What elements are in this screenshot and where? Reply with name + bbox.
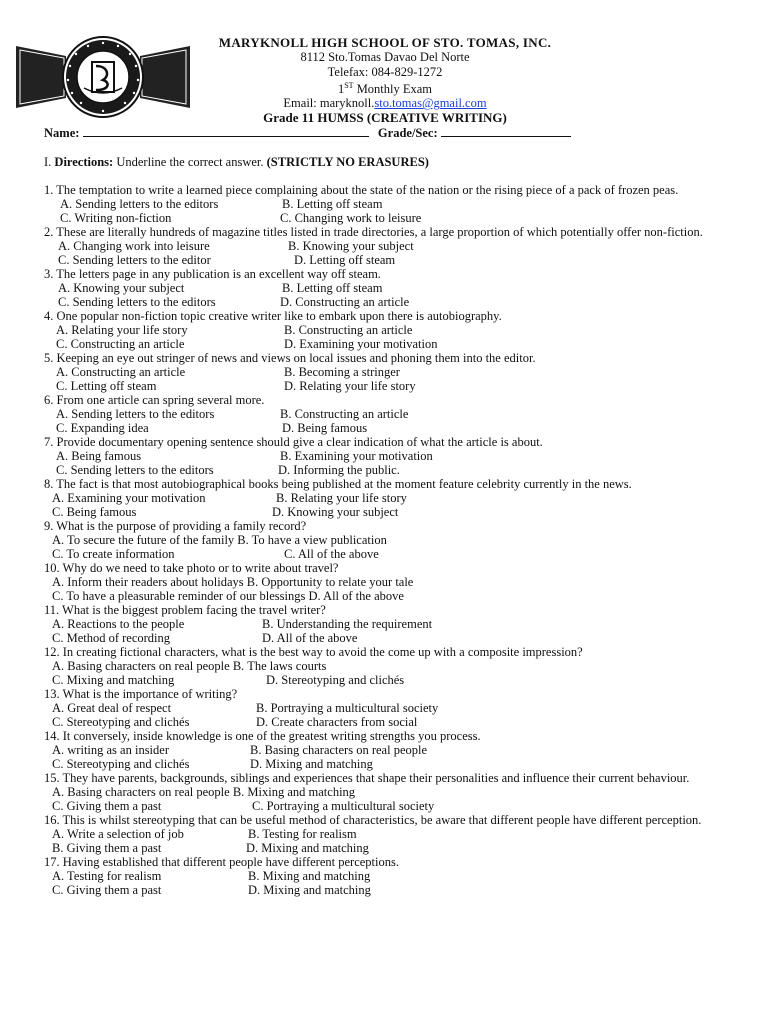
- question-list: [44, 183, 720, 897]
- question-item: [44, 687, 720, 729]
- answer-option[interactable]: C. Being famous: [52, 505, 137, 519]
- answer-option[interactable]: A. Reactions to the people: [52, 617, 185, 631]
- option-row: [44, 841, 720, 855]
- question-stem: 8. The fact is that most autobiographical books being published at the moment feature celebrity currently in the news.: [44, 477, 632, 491]
- question-item: [44, 729, 720, 771]
- answer-option[interactable]: A. writing as an insider: [52, 743, 169, 757]
- exam-title-text: Monthly Exam: [353, 82, 433, 97]
- question-stem: 1. The temptation to write a learned piece complaining about the state of the nation or the rising piece of a pack of frozen peas.: [44, 183, 679, 197]
- question-stem: 10. Why do we need to take photo or to write about travel?: [44, 561, 339, 575]
- answer-option[interactable]: D. Letting off steam: [294, 253, 396, 267]
- answer-option[interactable]: C. Mixing and matching: [52, 673, 175, 687]
- exam-number-suffix: ST: [344, 80, 354, 90]
- answer-option[interactable]: C. Writing non-fiction: [60, 211, 172, 225]
- question-stem: 14. It conversely, inside knowledge is one of the greatest writing strengths you process.: [44, 729, 481, 743]
- directions-label: Directions:: [54, 155, 114, 169]
- answer-option[interactable]: B. Becoming a stringer: [284, 365, 400, 379]
- answer-option[interactable]: B. Knowing your subject: [288, 239, 414, 253]
- answer-option[interactable]: D. Create characters from social: [256, 715, 418, 729]
- answer-option[interactable]: A. Knowing your subject: [58, 281, 185, 295]
- question-item: [44, 183, 720, 225]
- answer-option[interactable]: B. Letting off steam: [282, 197, 383, 211]
- question-item: [44, 393, 720, 435]
- answer-option[interactable]: A. Basing characters on real people B. Mixing and matching: [52, 785, 356, 799]
- email-link[interactable]: sto.tomas@gmail.com: [374, 96, 487, 111]
- question-item: [44, 225, 720, 267]
- name-blank[interactable]: [83, 126, 369, 137]
- answer-option[interactable]: C. To have a pleasurable reminder of our blessings D. All of the above: [52, 589, 404, 603]
- answer-option[interactable]: A. Testing for realism: [52, 869, 162, 883]
- answer-option[interactable]: C. Method of recording: [52, 631, 171, 645]
- answer-option[interactable]: C. Sending letters to the editors: [56, 463, 214, 477]
- option-row: [44, 715, 720, 729]
- question-stem: 15. They have parents, backgrounds, siblings and experiences that shape their personalities and influence their current behaviour.: [44, 771, 690, 785]
- answer-option[interactable]: D. Being famous: [282, 421, 368, 435]
- question-item: [44, 267, 720, 309]
- answer-option[interactable]: A. Inform their readers about holidays B. Opportunity to relate your tale: [52, 575, 414, 589]
- answer-option[interactable]: A. Relating your life story: [56, 323, 188, 337]
- question-item: [44, 519, 720, 561]
- question-stem: 13. What is the importance of writing?: [44, 687, 238, 701]
- email-prefix: Email: maryknoll.: [283, 96, 375, 111]
- question-item: [44, 645, 720, 687]
- question-item: [44, 435, 720, 477]
- answer-option[interactable]: C. Constructing an article: [56, 337, 185, 351]
- school-address: 8112 Sto.Tomas Davao Del Norte: [300, 50, 470, 65]
- answer-option[interactable]: C. Sending letters to the editors: [58, 295, 216, 309]
- question-stem: 12. In creating fictional characters, what is the best way to avoid the come up with a composite impression?: [44, 645, 583, 659]
- answer-option[interactable]: C. Giving them a past: [52, 883, 162, 897]
- answer-option[interactable]: D. Constructing an article: [280, 295, 410, 309]
- question-stem: 5. Keeping an eye out stringer of news and views on local issues and phoning them into the editor.: [44, 351, 536, 365]
- answer-option[interactable]: D. Stereotyping and clichés: [266, 673, 405, 687]
- option-row: [44, 701, 720, 715]
- answer-option[interactable]: D. All of the above: [262, 631, 358, 645]
- answer-option[interactable]: A. Changing work into leisure: [58, 239, 210, 253]
- option-row: [44, 757, 720, 771]
- question-item: [44, 561, 720, 603]
- answer-option[interactable]: D. Informing the public.: [278, 463, 400, 477]
- option-row: [44, 253, 720, 267]
- grade-sec-blank[interactable]: [441, 126, 571, 137]
- answer-option[interactable]: C. Giving them a past: [52, 799, 162, 813]
- answer-option[interactable]: D. Mixing and matching: [248, 883, 371, 897]
- school-seal-logo: [14, 36, 192, 118]
- option-row: [44, 463, 720, 477]
- name-grade-line: Name: Grade/Sec:: [44, 126, 571, 141]
- answer-option[interactable]: B. Giving them a past: [52, 841, 162, 855]
- answer-option[interactable]: B. Basing characters on real people: [250, 743, 428, 757]
- grade-sec-label: Grade/Sec:: [377, 126, 438, 140]
- option-row: [44, 295, 720, 309]
- answer-option[interactable]: C. Stereotyping and clichés: [52, 715, 190, 729]
- school-email: [190, 96, 580, 110]
- answer-option[interactable]: D. Knowing your subject: [272, 505, 399, 519]
- question-item: [44, 309, 720, 351]
- question-stem: 16. This is whilst stereotyping that can be useful method of characteristics, be aware that different people have different perception.: [44, 813, 702, 827]
- answer-option[interactable]: B. Constructing an article: [284, 323, 413, 337]
- option-row: [44, 673, 720, 687]
- option-row: [44, 659, 720, 673]
- answer-option[interactable]: C. Letting off steam: [56, 379, 157, 393]
- answer-option[interactable]: B. Mixing and matching: [248, 869, 371, 883]
- option-row: [44, 533, 720, 547]
- option-row: [44, 617, 720, 631]
- question-stem: 9. What is the purpose of providing a family record?: [44, 519, 307, 533]
- option-row: [44, 589, 720, 603]
- question-stem: 4. One popular non-fiction topic creative writer like to embark upon there is autobiography.: [44, 309, 502, 323]
- answer-option[interactable]: B. Portraying a multicultural society: [256, 701, 439, 715]
- answer-option[interactable]: B. Constructing an article: [280, 407, 409, 421]
- answer-option[interactable]: B. Letting off steam: [282, 281, 383, 295]
- option-row: [44, 547, 720, 561]
- answer-option[interactable]: C. Portraying a multicultural society: [252, 799, 435, 813]
- exam-title: [190, 79, 580, 96]
- question-item: [44, 477, 720, 519]
- question-stem: 2. These are literally hundreds of magazine titles listed in trade directories, a large proportion of which potentially offer non-fiction.: [44, 225, 703, 239]
- answer-option[interactable]: C. To create information: [52, 547, 175, 561]
- name-label: Name: [44, 126, 76, 140]
- option-row: [44, 365, 720, 379]
- question-item: [44, 855, 720, 897]
- answer-option[interactable]: C. Changing work to leisure: [280, 211, 422, 225]
- option-row: [44, 575, 720, 589]
- answer-option[interactable]: A. Sending letters to the editors: [56, 407, 215, 421]
- directions-number: I.: [44, 155, 52, 169]
- answer-option[interactable]: A. Sending letters to the editors: [60, 197, 219, 211]
- answer-option[interactable]: C. Sending letters to the editor: [58, 253, 211, 267]
- answer-option[interactable]: C. Expanding idea: [56, 421, 149, 435]
- exam-number: 1: [337, 82, 345, 97]
- option-row: [44, 785, 720, 799]
- question-stem: 7. Provide documentary opening sentence should give a clear indication of what the article is about.: [44, 435, 543, 449]
- answer-option[interactable]: A. Being famous: [56, 449, 142, 463]
- option-row: [44, 631, 720, 645]
- question-stem: 6. From one article can spring several more.: [44, 393, 265, 407]
- option-row: [44, 281, 720, 295]
- option-row: [44, 505, 720, 519]
- question-stem: 11. What is the biggest problem facing the travel writer?: [44, 603, 326, 617]
- option-row: [44, 337, 720, 351]
- question-item: [44, 813, 720, 855]
- directions-text: Underline the correct answer.: [113, 155, 267, 169]
- answer-option[interactable]: B. Relating your life story: [276, 491, 407, 505]
- option-row: [44, 799, 720, 813]
- answer-option[interactable]: A. To secure the future of the family B. To have a view publication: [52, 533, 387, 547]
- question-stem: 3. The letters page in any publication is an excellent way off steam.: [44, 267, 381, 281]
- answer-option[interactable]: D. Examining your motivation: [284, 337, 438, 351]
- option-row: [44, 323, 720, 337]
- option-row: [44, 491, 720, 505]
- option-row: [44, 421, 720, 435]
- grade-title: Grade 11 HUMSS (CREATIVE WRITING): [263, 109, 507, 125]
- answer-option[interactable]: D. Mixing and matching: [250, 757, 373, 771]
- answer-option[interactable]: A. Write a selection of job: [52, 827, 184, 841]
- question-stem: 17. Having established that different people have different perceptions.: [44, 855, 399, 869]
- option-row: [44, 449, 720, 463]
- exam-header: [190, 36, 580, 125]
- answer-option[interactable]: B. Examining your motivation: [280, 449, 433, 463]
- question-item: [44, 603, 720, 645]
- question-item: [44, 771, 720, 813]
- question-item: [44, 351, 720, 393]
- option-row: [44, 869, 720, 883]
- answer-option[interactable]: A. Constructing an article: [56, 365, 186, 379]
- option-row: [44, 197, 720, 211]
- answer-option[interactable]: B. Testing for realism: [248, 827, 357, 841]
- option-row: [44, 883, 720, 897]
- option-row: [44, 407, 720, 421]
- school-telefax: Telefax: 084-829-1272: [327, 64, 443, 79]
- answer-option[interactable]: A. Examining your motivation: [52, 491, 206, 505]
- option-row: [44, 379, 720, 393]
- answer-option[interactable]: C. All of the above: [284, 547, 379, 561]
- directions-note: (STRICTLY NO ERASURES): [266, 155, 429, 169]
- option-row: [44, 743, 720, 757]
- directions: [44, 155, 429, 170]
- answer-option[interactable]: A. Great deal of respect: [52, 701, 172, 715]
- school-name: MARYKNOLL HIGH SCHOOL OF STO. TOMAS, INC.: [218, 35, 552, 50]
- answer-option[interactable]: A. Basing characters on real people B. The laws courts: [52, 659, 327, 673]
- answer-option[interactable]: D. Mixing and matching: [246, 841, 369, 855]
- option-row: [44, 827, 720, 841]
- answer-option[interactable]: C. Stereotyping and clichés: [52, 757, 190, 771]
- option-row: [44, 239, 720, 253]
- answer-option[interactable]: D. Relating your life story: [284, 379, 416, 393]
- option-row: [44, 211, 720, 225]
- answer-option[interactable]: B. Understanding the requirement: [262, 617, 433, 631]
